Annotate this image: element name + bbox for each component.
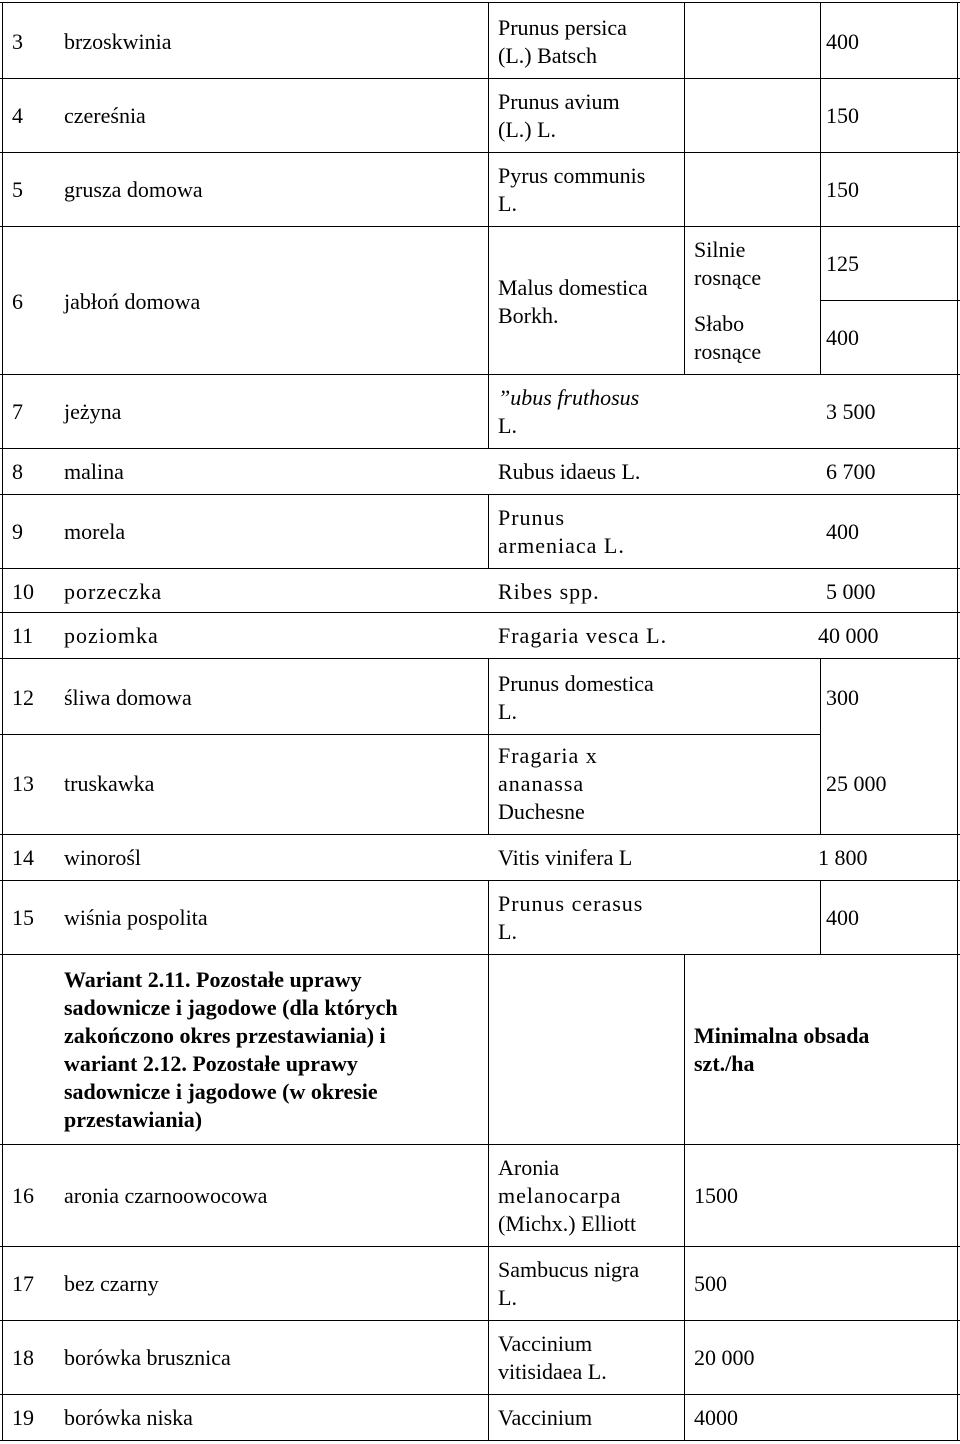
row-17-num: 17 [12, 1271, 34, 1296]
row-11-name: poziomka [64, 623, 159, 648]
row-7-name: jeżyna [64, 399, 122, 424]
row-3-latin-2: (L.) Batsch [498, 43, 597, 68]
row-12-num: 12 [12, 685, 34, 710]
variant-title-1: Wariant 2.11. Pozostałe uprawy [64, 967, 362, 992]
row-5-value: 150 [826, 177, 859, 202]
row-3-name: brzoskwinia [64, 29, 172, 54]
row-16-value: 1500 [694, 1183, 738, 1208]
row-16-num: 16 [12, 1183, 34, 1208]
row-14-num: 14 [12, 845, 34, 870]
grid-line [2, 2, 3, 1440]
row-12-latin-1: Prunus domestica [498, 671, 654, 696]
grid-line [0, 954, 960, 955]
grid-line [488, 658, 489, 834]
row-5-name: grusza domowa [64, 177, 203, 202]
row-14-value: 1 800 [818, 845, 868, 870]
row-8-value: 6 700 [826, 459, 876, 484]
variant-title-2: sadownicze i jagodowe (dla których [64, 995, 398, 1020]
row-15-num: 15 [12, 905, 34, 930]
row-6-value-strong: 125 [826, 251, 859, 276]
row-19-num: 19 [12, 1405, 34, 1430]
row-13-latin-2: ananassa [498, 771, 585, 796]
row-11-value: 40 000 [818, 623, 879, 648]
row-18-latin-1: Vaccinium [498, 1331, 593, 1356]
grid-line [0, 1246, 960, 1247]
row-5-latin-1: Pyrus communis [498, 163, 646, 188]
grid-line [0, 1394, 960, 1395]
row-17-value: 500 [694, 1271, 727, 1296]
row-3-num: 3 [12, 29, 23, 54]
grid-line [957, 2, 958, 1440]
grid-line [0, 734, 820, 735]
grid-line [0, 1144, 960, 1145]
row-17-latin-2: L. [498, 1285, 517, 1310]
row-5-num: 5 [12, 177, 23, 202]
grid-line [0, 658, 960, 659]
row-4-value: 150 [826, 103, 859, 128]
grid-line [0, 568, 960, 569]
grid-line [0, 448, 960, 449]
row-6-type-strong-1: Silnie [694, 237, 746, 262]
row-9-latin-2: armeniaca L. [498, 533, 625, 558]
row-10-name: porzeczka [64, 579, 163, 604]
row-14-name: winorośl [64, 845, 141, 870]
min-density-header-1: Minimalna obsada [694, 1023, 870, 1048]
row-14-latin: Vitis vinifera L [498, 845, 633, 870]
row-16-name: aronia czarnoowocowa [64, 1183, 268, 1208]
row-13-num: 13 [12, 771, 34, 796]
row-4-latin-1: Prunus avium [498, 89, 620, 114]
row-7-num: 7 [12, 399, 23, 424]
row-6-latin-2: Borkh. [498, 303, 559, 328]
row-7-latin-1: ”ubus fruthosus [498, 385, 640, 410]
row-11-latin: Fragaria vesca L. [498, 623, 668, 648]
row-13-latin-1: Fragaria x [498, 743, 598, 768]
row-5-latin-2: L. [498, 191, 517, 216]
variant-title-3: zakończono okres przestawiania) i [64, 1023, 386, 1048]
grid-line [684, 226, 685, 374]
row-6-name: jabłoń domowa [64, 289, 201, 314]
row-16-latin-2: melanocarpa [498, 1183, 622, 1208]
grid-line [488, 880, 489, 1440]
row-10-latin: Ribes spp. [498, 579, 600, 604]
grid-line [684, 2, 685, 226]
variant-title-5: sadownicze i jagodowe (w okresie [64, 1079, 378, 1104]
row-15-name: wiśnia pospolita [64, 905, 208, 930]
row-4-name: czereśnia [64, 103, 146, 128]
grid-line [0, 226, 960, 227]
row-13-value: 25 000 [826, 771, 887, 796]
grid-line [0, 152, 960, 153]
grid-line [0, 834, 960, 835]
grid-line [820, 658, 821, 834]
row-15-latin-2: L. [498, 919, 517, 944]
row-6-latin-1: Malus domestica [498, 275, 648, 300]
row-4-num: 4 [12, 103, 23, 128]
row-19-value: 4000 [694, 1405, 738, 1430]
row-17-name: bez czarny [64, 1271, 159, 1296]
grid-line [0, 374, 960, 375]
grid-line [488, 2, 489, 448]
variant-title-6: przestawiania) [64, 1107, 203, 1132]
grid-line [0, 612, 960, 613]
row-18-name: borówka brusznica [64, 1345, 231, 1370]
grid-line [820, 300, 960, 301]
grid-line [0, 494, 960, 495]
row-6-value-weak: 400 [826, 325, 859, 350]
row-16-latin-1: Aronia [498, 1155, 560, 1180]
row-9-latin-1: Prunus [498, 505, 566, 530]
row-9-num: 9 [12, 519, 23, 544]
row-6-num: 6 [12, 289, 23, 314]
row-18-latin-2: vitisidaea L. [498, 1359, 607, 1384]
row-7-latin-2: L. [498, 413, 517, 438]
row-16-latin-3: (Michx.) Elliott [498, 1211, 637, 1236]
row-3-value: 400 [826, 29, 859, 54]
row-6-type-weak-1: Słabo [694, 311, 745, 336]
row-19-latin: Vaccinium [498, 1405, 593, 1430]
row-9-value: 400 [826, 519, 859, 544]
grid-line [488, 494, 489, 568]
row-18-value: 20 000 [694, 1345, 755, 1370]
row-15-value: 400 [826, 905, 859, 930]
row-12-latin-2: L. [498, 699, 517, 724]
row-6-type-strong-2: rosnące [694, 265, 762, 290]
grid-line [0, 2, 960, 3]
row-8-num: 8 [12, 459, 23, 484]
min-density-header-2: szt./ha [694, 1051, 755, 1076]
row-7-value: 3 500 [826, 399, 876, 424]
row-19-name: borówka niska [64, 1405, 193, 1430]
grid-line [820, 880, 821, 954]
row-10-num: 10 [12, 579, 34, 604]
row-15-latin-1: Prunus cerasus [498, 891, 644, 916]
grid-line [0, 1320, 960, 1321]
row-9-name: morela [64, 519, 126, 544]
row-13-name: truskawka [64, 771, 155, 796]
variant-title-4: wariant 2.12. Pozostałe uprawy [64, 1051, 358, 1076]
grid-line [684, 954, 685, 1440]
row-10-value: 5 000 [826, 579, 876, 604]
row-13-latin-3: Duchesne [498, 799, 585, 824]
row-12-value: 300 [826, 685, 859, 710]
row-8-name: malina [64, 459, 124, 484]
row-6-type-weak-2: rosnące [694, 339, 762, 364]
row-3-latin-1: Prunus persica [498, 15, 627, 40]
grid-line [820, 2, 821, 374]
row-17-latin-1: Sambucus nigra [498, 1257, 640, 1282]
row-11-num: 11 [12, 623, 34, 648]
row-8-latin: Rubus idaeus L. [498, 459, 641, 484]
row-4-latin-2: (L.) L. [498, 117, 557, 142]
grid-line [0, 78, 960, 79]
grid-line [0, 1440, 960, 1441]
row-12-name: śliwa domowa [64, 685, 192, 710]
row-18-num: 18 [12, 1345, 34, 1370]
grid-line [0, 880, 960, 881]
